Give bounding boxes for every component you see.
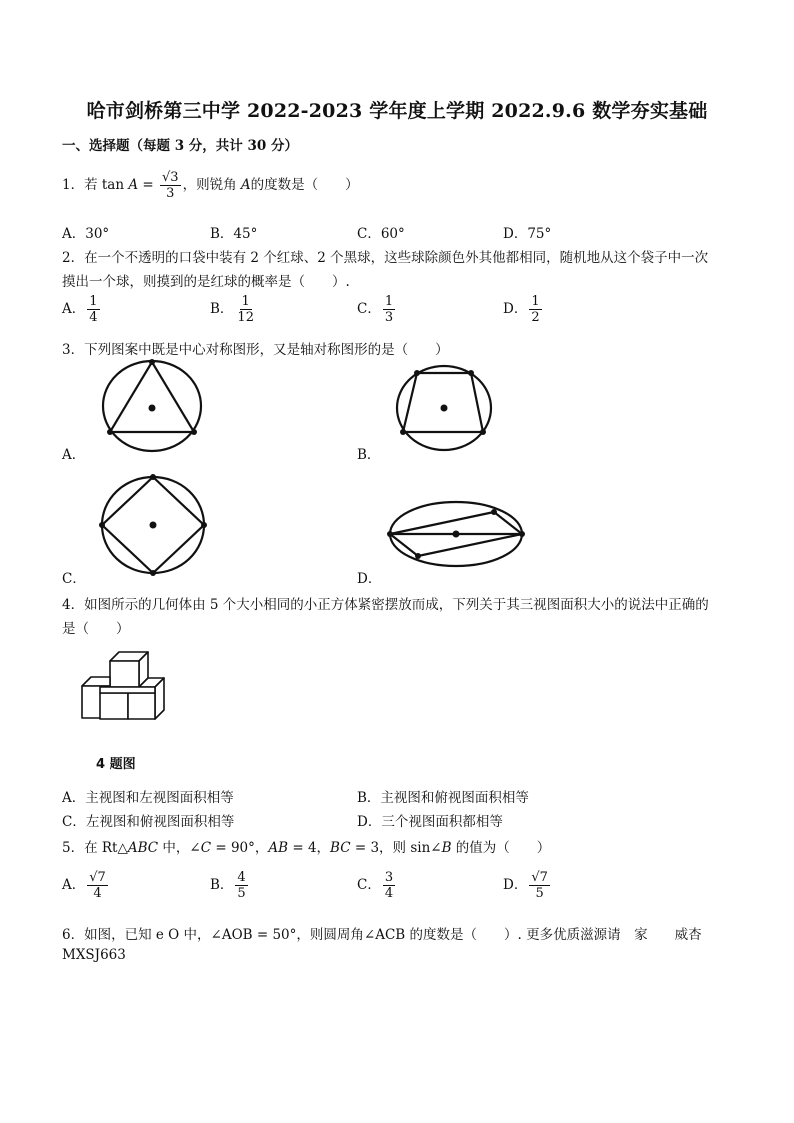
section-heading: 一、选择题（每题 3 分，共计 30 分）: [62, 138, 298, 154]
question-1: [62, 170, 359, 201]
question-3: 3．下列图案中既是中心对称图形，又是轴对称图形的是（ ）: [62, 342, 449, 358]
q2-option-d-label: D．: [503, 301, 528, 317]
q4-option-b: B．主视图和俯视图面积相等: [357, 790, 529, 806]
question-4-line1: 4．如图所示的几何体由 5 个大小相同的小正方体紧密摆放而成，下列关于其三视图面积大小的说法中正确的: [62, 597, 709, 613]
q5-c-num: 3: [384, 870, 394, 885]
q5-b: B: [441, 840, 452, 856]
q3-figure-b: [395, 365, 495, 455]
q5-option-d: [503, 870, 552, 901]
q5-d-fraction: [529, 870, 550, 901]
q5-ab: AB: [268, 840, 289, 856]
q2-option-c-label: C．: [357, 301, 381, 317]
q1-suffix: ，则锐角: [182, 177, 237, 193]
q1-prefix: 1．若 tan: [62, 177, 125, 193]
q5-mid2: = 90°，: [211, 840, 269, 856]
q3-figure-d: [388, 500, 524, 568]
q5-c-den: 4: [384, 886, 394, 901]
q5-b-fraction: [235, 870, 247, 901]
q2-a-den: 4: [89, 310, 98, 325]
q2-d-num: 1: [531, 294, 540, 309]
q1-eq: =: [138, 177, 159, 193]
question-4-line2: 是（ ）: [62, 621, 130, 637]
q5-a-num: √7: [89, 870, 106, 885]
q2-option-b-fraction: [235, 294, 256, 325]
question-5: [62, 836, 550, 856]
q5-c-fraction: [383, 870, 395, 901]
q2-b-num: 1: [241, 294, 250, 309]
q2-c-num: 1: [384, 294, 394, 309]
q2-b-den: 12: [237, 310, 254, 325]
q2-option-a-fraction: [87, 294, 99, 325]
q2-option-c-fraction: [383, 294, 395, 325]
q2-d-den: 2: [531, 310, 540, 325]
q4-option-d: D．三个视图面积都相等: [357, 814, 503, 830]
q3-label-b: B．: [357, 447, 381, 463]
q5-bc: BC: [330, 840, 351, 856]
q5-a-den: 4: [93, 886, 102, 901]
q2-option-b-label: B．: [210, 301, 234, 317]
q1-option-a: A．30°: [62, 226, 110, 242]
q4-cube-figure: [78, 650, 168, 722]
q5-b-num: 4: [237, 870, 246, 885]
question-6-line2: MXSJ663: [62, 947, 126, 963]
q5-a-label: A．: [62, 877, 86, 893]
question-2-line1: 2．在一个不透明的口袋中装有 2 个红球、2 个黑球，这些球除颜色外其他都相同，随机地从这个袋子中一次: [62, 250, 709, 266]
q2-option-a-label: A．: [62, 301, 86, 317]
q2-c-den: 3: [384, 310, 394, 325]
q4-option-c: C．左视图和俯视图面积相等: [62, 814, 235, 830]
q1-numerator: √3: [162, 170, 179, 185]
q5-option-c: [357, 870, 397, 901]
q5-b-label: B．: [210, 877, 234, 893]
q2-a-num: 1: [89, 294, 98, 309]
q4-figure-caption: 4 题图: [96, 757, 136, 772]
q2-option-d-fraction: [529, 294, 541, 325]
q1-option-c: C．60°: [357, 226, 405, 242]
q5-prefix: 5．在 Rt△: [62, 840, 128, 856]
q5-c: C: [200, 840, 212, 856]
q5-mid1: 中，∠: [158, 840, 201, 856]
q2-option-a: [62, 294, 102, 325]
q1-denominator: 3: [166, 186, 175, 201]
q5-c-label: C．: [357, 877, 381, 893]
q5-option-a: [62, 870, 110, 901]
page-title: 哈市剑桥第三中学 2022-2023 学年度上学期 2022.9.6 数学夯实基础: [86, 100, 708, 122]
q5-mid3: = 4，: [288, 840, 331, 856]
q5-abc: ABC: [127, 840, 159, 856]
q5-a-fraction: [87, 870, 108, 901]
q1-fraction: [160, 170, 181, 201]
q3-label-c: C．: [62, 571, 86, 587]
q5-option-b: [210, 870, 250, 901]
q1-var: A: [128, 177, 139, 193]
q1-option-b: B．45°: [210, 226, 258, 242]
q3-figure-a: [100, 360, 210, 456]
q5-d-den: 5: [535, 886, 544, 901]
q1-var2: A: [240, 177, 251, 193]
q5-b-den: 5: [237, 886, 246, 901]
q2-option-c: [357, 294, 397, 325]
q5-d-label: D．: [503, 877, 528, 893]
q1-suffix2: 的度数是（ ）: [250, 177, 359, 193]
q2-option-b: [210, 294, 258, 325]
q3-label-a: A．: [62, 447, 86, 463]
q5-suffix: 的值为（ ）: [451, 840, 551, 856]
q3-label-d: D．: [357, 571, 382, 587]
q5-d-num: √7: [531, 870, 548, 885]
q2-option-d: [503, 294, 544, 325]
question-2-line2: 摸出一个球，则摸到的是红球的概率是（ ）.: [62, 274, 350, 290]
q5-mid4: = 3，则 sin∠: [350, 840, 442, 856]
question-6-line1: 6．如图，已知 e O 中，∠AOB = 50°，则圆周角∠ACB 的度数是（ ）. 更多优质滋源请 家 威杏: [62, 927, 702, 943]
q3-figure-c: [100, 475, 208, 577]
q4-option-a: A．主视图和左视图面积相等: [62, 790, 234, 806]
q1-option-d: D．75°: [503, 226, 552, 242]
